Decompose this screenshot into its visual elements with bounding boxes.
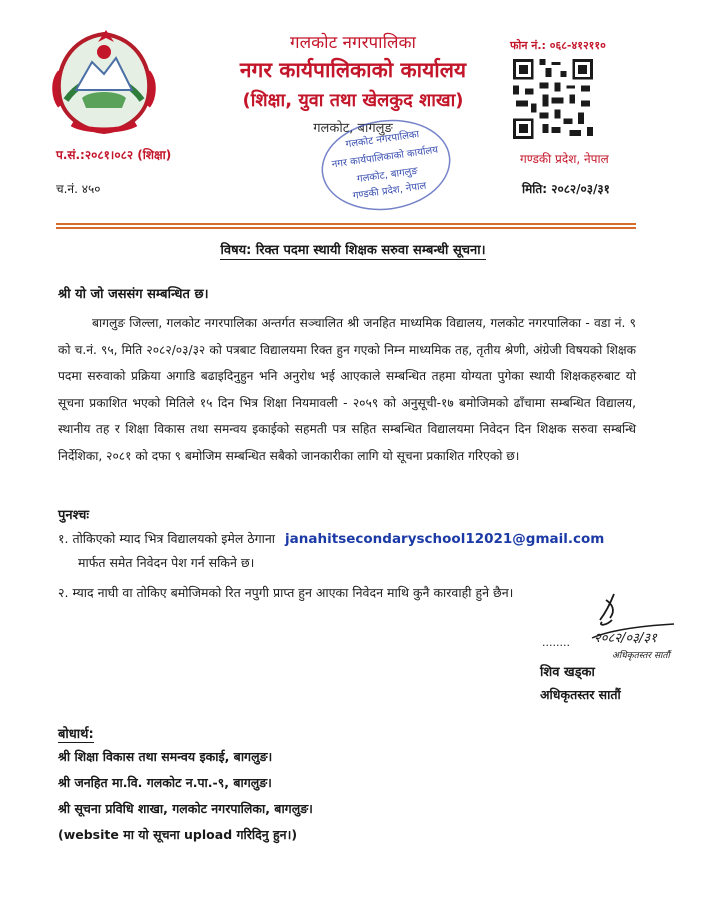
signature-date: २०८२/०३/३१ [594,631,657,646]
issue-date: मिति: २०८२/०३/३१ [522,182,610,196]
notice-body: बागलुङ जिल्ला, गलकोट नगरपालिका अन्तर्गत सञ्चालित श्री जनहित माध्यमिक विद्यालय, गलकोट नगरपालिका - वडा नं. ९ को च.नं. ९५, मिति २०८२/०३/३२ को पत्रबाट विद्यालयमा रिक्त हुन गएको निम्न माध्यमिक तह, तृतीय श्रेणी, अंग्रेजी विषयको शिक्षक पदमा सरुवाको प्रक्रिया अगाडि बढाइदिनुहुन भनि अनुरोध भई आएकाले सम्बन्धित तहमा योग्यता पुगेका स्थायी शिक्षकहरुबाट यो सूचना प्रकाशित भएको मितिले १५ दिन भित्र शिक्षा नियमावली - २०५९ को अनुसूची-१७ बमोजिमको ढाँचामा सम्बन्धित विद्यालय, स्थानीय तह र शिक्षा विकास तथा समन्वय इकाईको सहमती पत्र सहित सम्बन्धित विद्यालयमा निवेदन दिन शिक्षक सरुवा सम्बन्धि निर्देशिका, २०८१ को दफा ९ बमोजिम सम्बन्धित सबैको जानकारीका लागि यो सूचना प्रकाशित गरिएको छ। [58,316,636,463]
dispatch-number: च.नं. ४५० [56,182,101,196]
signer-name: शिव खड्का [540,665,595,680]
cc-item: (website मा यो सूचना upload गरिदिनु हुन।) [58,827,298,842]
cc-heading: बोधार्थ: [58,727,94,742]
postscript-heading: पुनश्चः [58,508,90,523]
cc-item: श्री शिक्षा विकास तथा समन्वय इकाई, बागलुङ। [58,749,273,764]
signature-dots: ........ [542,636,570,649]
qr-code-icon [510,56,596,142]
office-address: गलकोट, बागलुङ [313,121,393,136]
salutation: श्री यो जो जससंग सम्बन्धित छ। [58,287,209,302]
reference-number: प.सं.:२०८१।०८२ (शिक्षा) [56,148,172,162]
header-divider [56,223,636,225]
province-name: गण्डकी प्रदेश, नेपाल [520,152,609,166]
postscript-item-1 [58,530,604,547]
stamp-line-1: गलकोट नगरपालिका [344,129,420,151]
school-email: janahitsecondaryschool12021@gmail.com [285,531,605,547]
signature-title-scribble: अधिकृतस्तर सातौं [612,651,670,661]
cc-item: श्री सूचना प्रविधि शाखा, गलकोट नगरपालिका, बागलुङ। [58,801,313,816]
stamp-line-3: गलकोट, बागलुङ [356,165,419,186]
notice-subject: विषय: रिक्त पदमा स्थायी शिक्षक सरुवा सम्बन्धी सूचना। [220,243,486,258]
postscript-item-1-text: १. तोकिएको म्याद भित्र विद्यालयको इमेल ठेगाना [58,531,276,546]
signature [540,590,680,672]
cc-item: श्री जनहित मा.वि. गलकोट न.पा.-९, बागलुङ। [58,775,272,790]
stamp-line-2: नगर कार्यपालिकाको कार्यालय [331,144,439,171]
phone-number: फोन नं.: ०६८-४१२११० [510,39,606,52]
office-stamp [316,110,456,220]
municipality-name: गलकोट नगरपालिका [290,33,416,53]
signer-title: अधिकृतस्तर सातौं [540,687,621,702]
section-name: (शिक्षा, युवा तथा खेलकुद शाखा) [242,90,464,111]
postscript-item-1-continued: मार्फत समेत निवेदन पेश गर्न सकिने छ। [78,555,255,570]
office-name: नगर कार्यपालिकाको कार्यालय [239,58,467,82]
postscript-item-2: २. म्याद नाघी वा तोकिए बमोजिमको रित नपुगी प्राप्त हुन आएका निवेदन माथि कुनै कारवाही हुने छैन। [58,585,514,600]
stamp-line-4: गण्डकी प्रदेश, नेपाल [352,180,428,202]
header-divider-secondary [56,227,636,229]
